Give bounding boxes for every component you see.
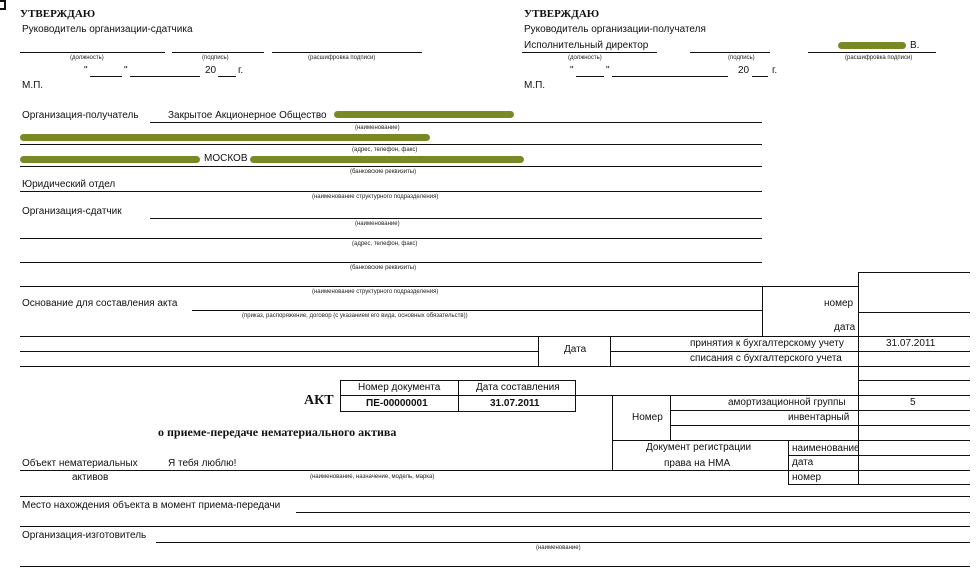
- maker-line-2[interactable]: [20, 566, 970, 567]
- docreg-label-line2: права на НМА: [664, 458, 731, 469]
- left-date-quote-open: ": [84, 65, 88, 76]
- right-year-prefix: 20: [738, 65, 750, 76]
- location-line[interactable]: [296, 512, 970, 513]
- right-name-line[interactable]: [808, 52, 936, 53]
- right-date-quote-open: ": [570, 65, 574, 76]
- doc-info-divider: [340, 395, 576, 396]
- basis-label: Основание для составления акта: [22, 298, 178, 309]
- left-position-caption: (должность): [70, 55, 104, 61]
- redaction-mark: [334, 111, 514, 118]
- receiver-name-line[interactable]: [150, 122, 762, 123]
- row-divider: [762, 286, 858, 287]
- row-divider: [858, 380, 970, 381]
- left-date-month-line[interactable]: [130, 76, 200, 77]
- right-date-month-line[interactable]: [612, 76, 728, 77]
- corner-marker: [0, 0, 6, 10]
- receiver-bank-caption: (банковские реквизиты): [350, 169, 417, 175]
- left-year-prefix: 20: [205, 65, 217, 76]
- act-title: АКТ: [304, 393, 334, 408]
- date-label: дата: [834, 322, 856, 333]
- object-value[interactable]: Я тебя люблю!: [168, 458, 237, 469]
- row-divider: [20, 351, 538, 352]
- label-column-border: [762, 286, 763, 336]
- redaction-mark: [838, 42, 906, 49]
- docreg-name-label: наименование: [792, 443, 860, 454]
- right-position-value[interactable]: Исполнительный директор: [524, 40, 649, 51]
- accept-label: принятия к бухгалтерскому учету: [690, 338, 844, 349]
- location-line-2[interactable]: [20, 526, 970, 527]
- nomer-right-border: [670, 395, 671, 440]
- docreg-number-label: номер: [792, 472, 822, 483]
- right-mp: М.П.: [524, 80, 546, 91]
- row-divider: [612, 440, 970, 441]
- row-divider: [670, 425, 970, 426]
- left-name-caption: (расшифровка подписи): [308, 55, 376, 61]
- receiver-name-value[interactable]: Закрытое Акционерное Общество: [168, 110, 327, 121]
- right-date-quote-close: ": [606, 65, 610, 76]
- sender-address-caption: (адрес, телефон, факс): [352, 241, 418, 247]
- number-label: номер: [824, 298, 854, 309]
- row-divider: [788, 455, 970, 456]
- row-divider: [610, 351, 970, 352]
- writeoff-label: списания с бухгалтерского учета: [690, 353, 842, 364]
- left-signature-line[interactable]: [172, 52, 264, 53]
- nomer-left-border: [612, 395, 613, 470]
- left-date-quote-close: ": [124, 65, 128, 76]
- left-year-suffix: г.: [238, 65, 244, 76]
- accept-date-value[interactable]: 31.07.2011: [886, 338, 936, 349]
- left-date-day-line[interactable]: [90, 76, 122, 77]
- docreg-date-label: дата: [792, 457, 814, 468]
- receiver-name-caption: (наименование): [355, 125, 400, 131]
- doc-date-value[interactable]: 31.07.2011: [490, 398, 540, 409]
- object-label-line2: активов: [72, 472, 109, 483]
- doc-info-divider: [458, 380, 459, 412]
- left-position-line[interactable]: [20, 52, 165, 53]
- row-divider: [20, 366, 970, 367]
- doc-date-header: Дата составления: [476, 382, 560, 393]
- number-value-cell[interactable]: [858, 312, 970, 313]
- right-date-day-line[interactable]: [576, 76, 604, 77]
- receiver-address-line[interactable]: [20, 144, 762, 145]
- right-signature-line[interactable]: [690, 52, 770, 53]
- act-subtitle: о приеме-передаче нематериального актива: [158, 425, 397, 439]
- row-divider: [788, 484, 970, 485]
- sender-dept-line[interactable]: [20, 286, 762, 287]
- sender-address-line[interactable]: [20, 238, 762, 239]
- nomer-label: Номер: [632, 412, 663, 423]
- receiver-dept-line[interactable]: [20, 191, 762, 192]
- right-year-line[interactable]: [752, 76, 768, 77]
- doc-number-header: Номер документа: [358, 382, 441, 393]
- left-name-line[interactable]: [272, 52, 422, 53]
- row-divider: [20, 336, 970, 337]
- left-mp: М.П.: [22, 80, 44, 91]
- row-divider: [670, 410, 970, 411]
- docreg-label-border: [788, 440, 789, 484]
- sender-name-line[interactable]: [150, 218, 762, 219]
- receiver-label: Организация-получатель: [22, 110, 139, 121]
- inventory-label: инвентарный: [788, 412, 850, 423]
- right-name-value[interactable]: В.: [910, 40, 920, 51]
- left-signature-caption: (подпись): [202, 55, 229, 61]
- right-approve-title: УТВЕРЖДАЮ: [524, 8, 600, 20]
- object-label-line1: Объект нематериальных: [22, 458, 138, 469]
- location-label: Место нахождения объекта в момент приема-передачи: [22, 500, 281, 511]
- row-divider: [20, 496, 970, 497]
- row-divider: [20, 470, 970, 471]
- row-divider: [576, 395, 970, 396]
- maker-label: Организация-изготовитель: [22, 530, 147, 541]
- amort-value[interactable]: 5: [910, 397, 916, 408]
- sender-bank-line[interactable]: [20, 262, 762, 263]
- sender-name-caption: (наименование): [355, 221, 400, 227]
- right-name-caption: (расшифровка подписи): [845, 55, 913, 61]
- right-year-suffix: г.: [772, 65, 778, 76]
- table-top-border: [858, 272, 970, 273]
- receiver-bank-line[interactable]: [20, 166, 762, 167]
- left-approve-role: Руководитель организации-сдатчика: [22, 24, 193, 35]
- sender-bank-caption: (банковские реквизиты): [350, 265, 417, 271]
- right-signature-caption: (подпись): [728, 55, 755, 61]
- left-year-line[interactable]: [218, 76, 236, 77]
- right-approve-role: Руководитель организации-получателя: [524, 24, 706, 35]
- amort-label: амортизационной группы: [728, 397, 846, 408]
- object-caption: (наименование, назначение, модель, марка): [310, 474, 435, 480]
- docreg-label-line1: Документ регистрации: [646, 442, 752, 453]
- right-position-caption: (должность): [568, 55, 602, 61]
- receiver-bank-value[interactable]: МОСКОВ: [204, 153, 248, 164]
- left-approve-title: УТВЕРЖДАЮ: [20, 8, 96, 20]
- date-group-label: Дата: [564, 344, 587, 355]
- basis-line[interactable]: [192, 310, 762, 311]
- receiver-dept-caption: (наименование структурного подразделения): [312, 194, 439, 200]
- maker-caption: (наименование): [536, 545, 581, 551]
- doc-number-value[interactable]: ПЕ-00000001: [366, 398, 428, 409]
- sender-dept-caption: (наименование структурного подразделения): [312, 289, 439, 295]
- receiver-dept-value[interactable]: Юридический отдел: [22, 179, 116, 190]
- sender-label: Организация-сдатчик: [22, 206, 122, 217]
- receiver-address-caption: (адрес, телефон, факс): [352, 147, 418, 153]
- redaction-mark: [20, 134, 430, 141]
- maker-line[interactable]: [156, 542, 970, 543]
- redaction-mark: [20, 156, 200, 163]
- right-position-line[interactable]: [522, 52, 657, 53]
- redaction-mark: [250, 156, 524, 163]
- date-group-left-border: [538, 336, 539, 366]
- basis-caption: (приказ, распоряжение, договор (с указанием его вида, основных обязательств)): [242, 313, 468, 319]
